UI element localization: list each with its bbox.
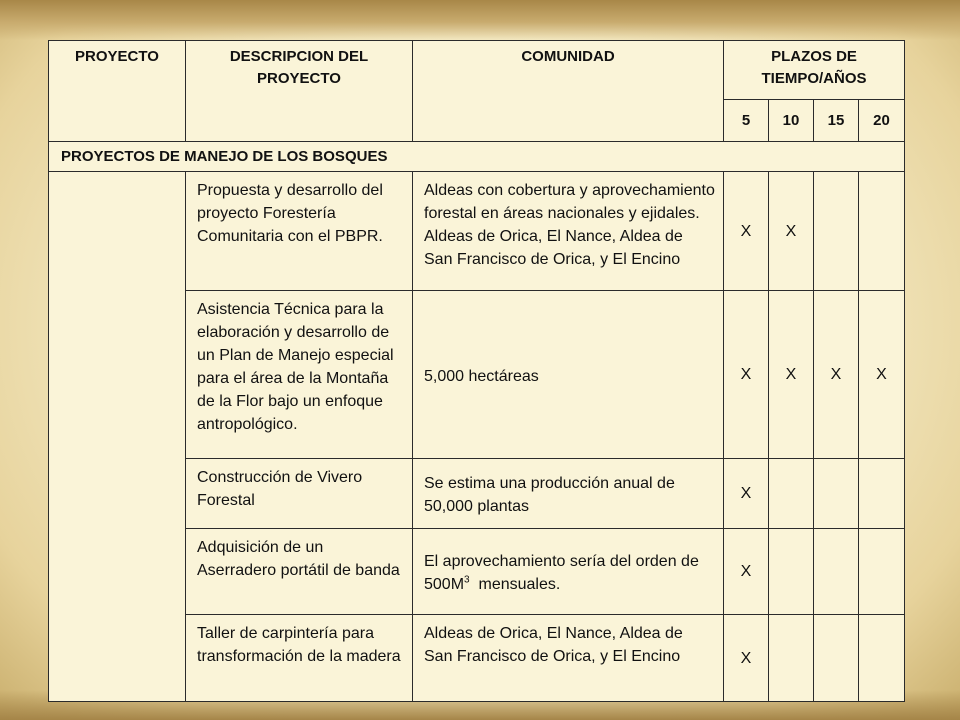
comunidad-cell: 5,000 hectáreas: [413, 291, 724, 459]
mark-cell: [769, 529, 814, 615]
header-plazos: PLAZOS DE TIEMPO/AÑOS: [724, 41, 905, 100]
header-comunidad: COMUNIDAD: [413, 41, 724, 142]
mark-cell: X: [724, 459, 769, 529]
section-title: PROYECTOS DE MANEJO DE LOS BOSQUES: [49, 142, 905, 172]
projects-table: [48, 40, 905, 702]
mark-cell: [859, 459, 905, 529]
mark-cell: X: [724, 529, 769, 615]
table-row: [49, 172, 905, 291]
mark-cell: [859, 615, 905, 702]
mark-cell: [859, 172, 905, 291]
header-year-10: 10: [769, 100, 814, 142]
cubic-superscript: 3: [464, 574, 470, 586]
top-decorative-band: [0, 0, 960, 40]
header-descripcion: DESCRIPCION DEL PROYECTO: [186, 41, 413, 142]
comunidad-cell: [413, 529, 724, 615]
descripcion-cell: Construcción de Vivero Forestal: [186, 459, 413, 529]
comunidad-tail: mensuales.: [469, 576, 561, 593]
comunidad-cell: Aldeas de Orica, El Nance, Aldea de San Francisco de Orica, y El Encino: [413, 615, 724, 702]
mark-cell: [814, 529, 859, 615]
descripcion-cell: Propuesta y desarrollo del proyecto Forestería Comunitaria con el PBPR.: [186, 172, 413, 291]
mark-cell: [769, 459, 814, 529]
mark-cell: X: [724, 615, 769, 702]
mark-cell: X: [769, 291, 814, 459]
mark-cell: [814, 172, 859, 291]
mark-cell: [859, 529, 905, 615]
mark-cell: [769, 615, 814, 702]
mark-cell: X: [724, 172, 769, 291]
header-year-5: 5: [724, 100, 769, 142]
mark-cell: X: [814, 291, 859, 459]
mark-cell: [814, 459, 859, 529]
mark-cell: X: [859, 291, 905, 459]
comunidad-cell: Se estima una producción anual de 50,000 plantas: [413, 459, 724, 529]
mark-cell: [814, 615, 859, 702]
mark-cell: X: [724, 291, 769, 459]
descripcion-cell: Adquisición de un Aserradero portátil de banda: [186, 529, 413, 615]
proyecto-cell-empty: [49, 172, 186, 702]
header-year-20: 20: [859, 100, 905, 142]
header-year-15: 15: [814, 100, 859, 142]
comunidad-text: El aprovechamiento sería del orden de 500M: [424, 553, 699, 593]
mark-cell: X: [769, 172, 814, 291]
comunidad-cell: Aldeas con cobertura y aprovechamiento forestal en áreas nacionales y ejidales. Aldeas de Orica, El Nance, Aldea de San Francisco de Orica, y El Encino: [413, 172, 724, 291]
descripcion-cell: Taller de carpintería para transformación de la madera: [186, 615, 413, 702]
descripcion-cell: Asistencia Técnica para la elaboración y desarrollo de un Plan de Manejo especial para el área de la Montaña de la Flor bajo un enfoque antropológico.: [186, 291, 413, 459]
header-proyecto: PROYECTO: [49, 41, 186, 142]
